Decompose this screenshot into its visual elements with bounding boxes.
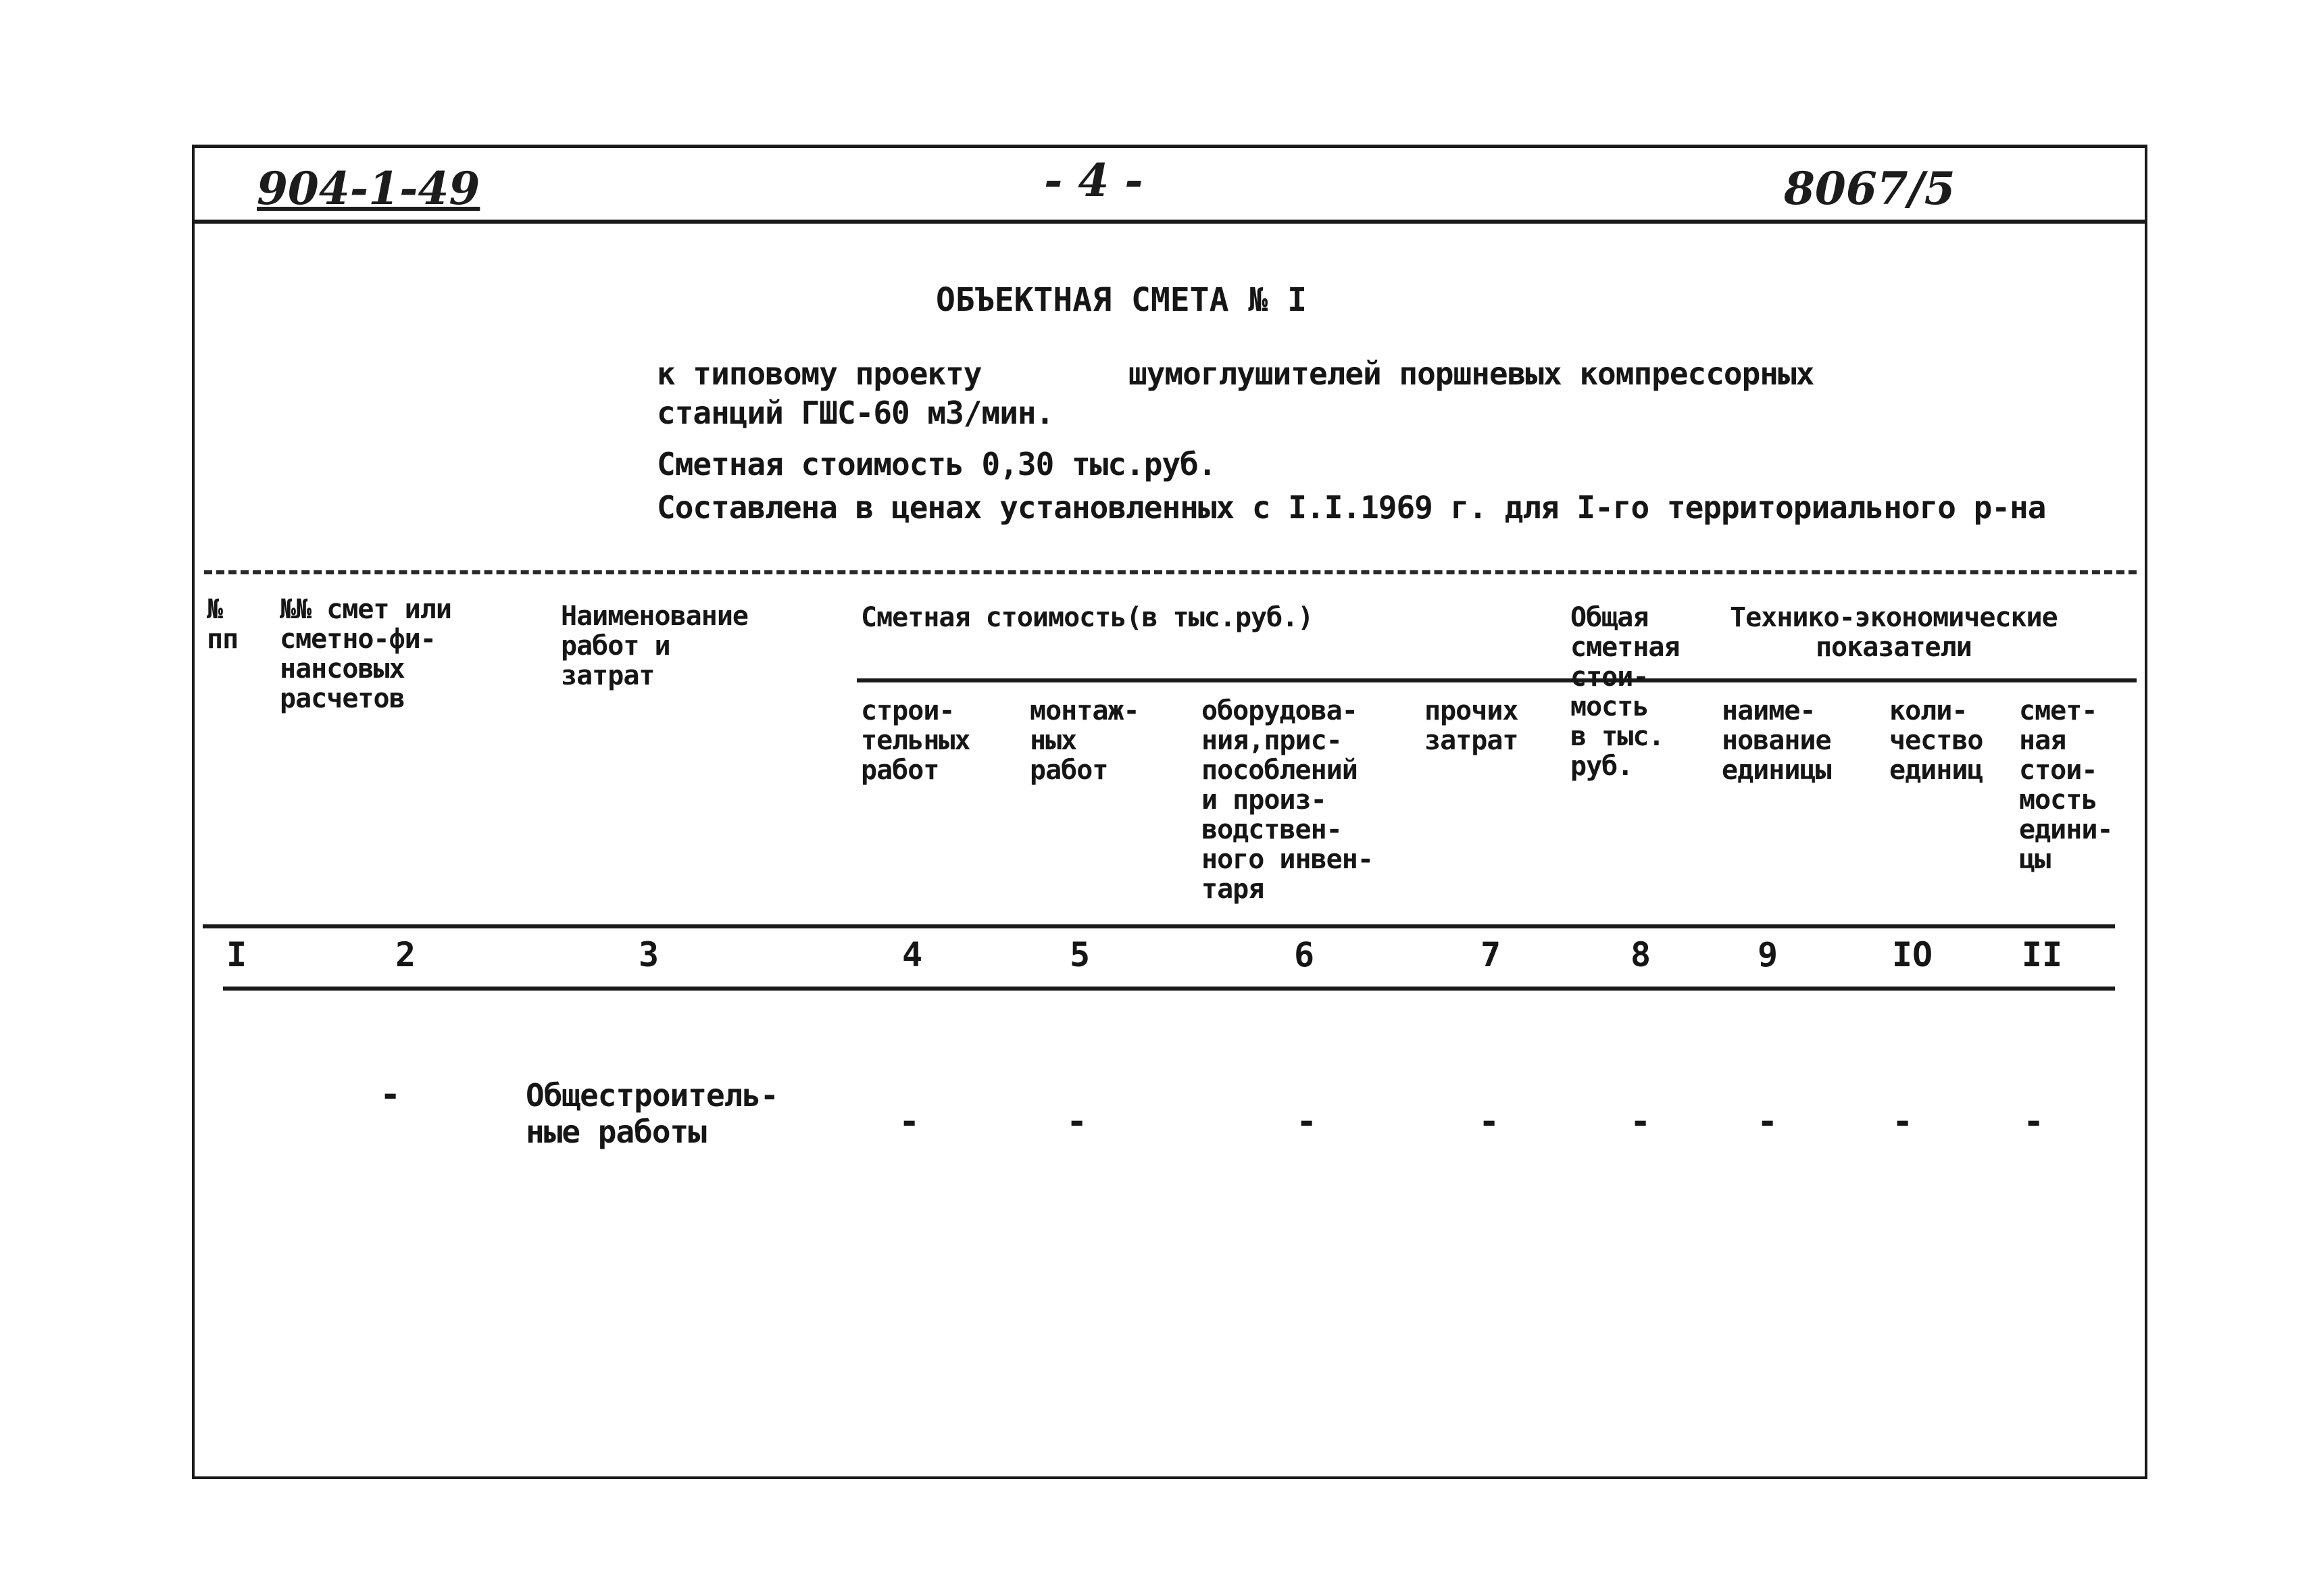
header-col4: строи- тельных работ: [861, 695, 970, 786]
doc-code: 904-1-49: [257, 162, 480, 215]
row1-c11: -: [2023, 1101, 2045, 1142]
colnum-11: II: [2021, 935, 2063, 974]
colnum-7: 7: [1480, 935, 1501, 974]
document-frame: [192, 145, 2147, 1479]
colnum-5: 5: [1069, 935, 1091, 974]
header-col11: смет- ная стои- мость едини- цы: [2019, 695, 2113, 875]
colnum-6: 6: [1293, 935, 1315, 974]
colnum-3: 3: [638, 935, 659, 974]
header-col3: Наименование работ и затрат: [561, 601, 748, 691]
price-basis: Составлена в ценах установленных с I.I.1969 г. для I-го территориального р-на: [657, 489, 2046, 526]
page-number: - 4 -: [1044, 154, 1143, 207]
row1-c3: Общестроитель- ные работы: [526, 1077, 778, 1150]
document-title: ОБЪЕКТНАЯ СМЕТА № I: [936, 281, 1308, 319]
estimated-cost: Сметная стоимость 0,30 тыс.руб.: [657, 446, 1216, 482]
table-top-rule: [204, 570, 2137, 574]
row1-c2: -: [380, 1074, 401, 1115]
intro-line1a: к типовому проекту: [657, 355, 982, 392]
header-col9: наиме- нование единицы: [1722, 695, 1831, 786]
header-tech-group: Технико-экономические показатели: [1730, 602, 2058, 663]
row1-c6: -: [1296, 1101, 1318, 1142]
header-col10: коли- чество единиц: [1889, 695, 1983, 786]
header-col8: Общая сметная стои- мость в тыс. руб.: [1570, 602, 1680, 782]
row1-c10: -: [1892, 1101, 1914, 1142]
header-col5: монтаж- ных работ: [1030, 695, 1139, 786]
sheet-number: 8067/5: [1784, 162, 1956, 215]
numbers-top-rule: [203, 924, 2115, 928]
colnum-1: I: [226, 935, 247, 974]
row1-c7: -: [1478, 1101, 1500, 1142]
header-col2: №№ смет или сметно-фи- нансовых расчетов: [280, 594, 451, 714]
row1-c4: -: [899, 1101, 920, 1142]
subheader-rule: [857, 678, 2137, 682]
colnum-9: 9: [1757, 935, 1778, 974]
header-cost-group: Сметная стоимость(в тыс.руб.): [861, 602, 1314, 633]
colnum-4: 4: [901, 935, 923, 974]
intro-line2: станций ГШС-60 м3/мин.: [657, 395, 1054, 431]
colnum-8: 8: [1630, 935, 1651, 974]
row1-c5: -: [1066, 1101, 1088, 1142]
header-rule: [192, 220, 2145, 224]
colnum-2: 2: [395, 935, 416, 974]
header-col6: оборудова- ния,прис- пособлений и произ- водствен- ного инвен- таря: [1201, 695, 1373, 905]
row1-c9: -: [1757, 1101, 1778, 1142]
colnum-10: IO: [1891, 935, 1933, 974]
header-col7: прочих затрат: [1424, 695, 1518, 756]
numbers-bottom-rule: [223, 987, 2115, 991]
row1-c8: -: [1630, 1101, 1651, 1142]
header-col1: № пп: [207, 594, 239, 655]
intro-line1b: шумоглушителей поршневых компрессорных: [1128, 355, 1814, 392]
